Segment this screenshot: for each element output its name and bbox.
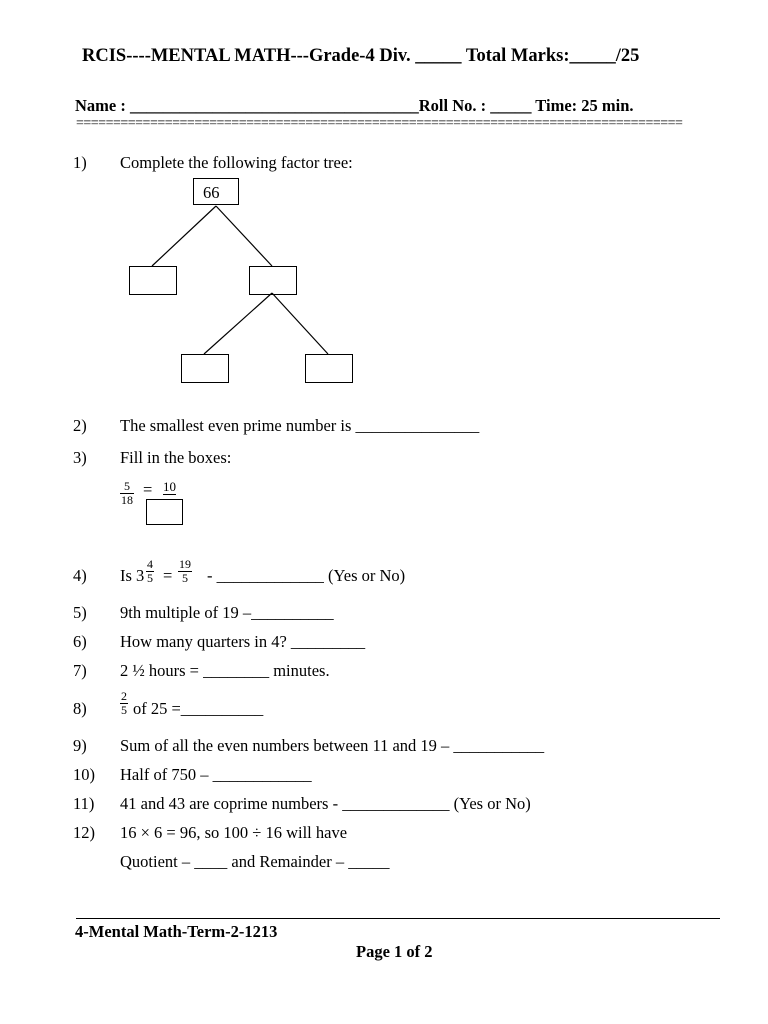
fraction-denominator: 18 <box>121 493 133 507</box>
factor-tree-lines <box>0 0 768 400</box>
question-text-continued: Quotient – ____ and Remainder – _____ <box>120 852 390 871</box>
question-number: 7) <box>73 661 87 680</box>
improper-fraction <box>178 558 192 585</box>
fraction-numerator: 2 <box>121 689 127 703</box>
fraction-right-numerator: 10 <box>163 479 176 494</box>
worksheet-title: RCIS----MENTAL MATH---Grade-4 Div. _____ Total Marks:_____/25 <box>82 46 640 66</box>
fraction-numerator: 5 <box>120 480 134 494</box>
footer-divider <box>76 918 720 919</box>
equals-sign: = <box>143 480 153 499</box>
fraction-denominator: 5 <box>121 703 127 717</box>
question-text: Sum of all the even numbers between 11 and 19 – ___________ <box>120 736 545 755</box>
question-number: 2) <box>73 416 87 435</box>
question-number: 1) <box>73 153 87 172</box>
question-text: Complete the following factor tree: <box>120 153 353 172</box>
footer-code: 4-Mental Math-Term-2-1213 <box>75 922 278 941</box>
fraction-numerator: 4 <box>147 557 153 571</box>
question-text: 41 and 43 are coprime numbers - _____________ (Yes or No) <box>120 794 531 813</box>
question-number: 3) <box>73 448 87 467</box>
fraction-numerator: 19 <box>179 557 191 571</box>
factor-tree-answer-box-left[interactable] <box>129 266 177 295</box>
fraction-denominator: 5 <box>182 571 188 585</box>
question-number: 6) <box>73 632 87 651</box>
tree-branch-right-left <box>204 293 272 354</box>
question-text: How many quarters in 4? _________ <box>120 632 366 651</box>
tree-branch-left <box>152 206 216 266</box>
tree-branch-right-right <box>272 293 328 354</box>
factor-tree-answer-box-right[interactable] <box>249 266 297 295</box>
question-number: 8) <box>73 699 87 718</box>
fraction-denominator-answer-box[interactable] <box>146 499 183 525</box>
factor-tree-answer-box-bottom-right[interactable] <box>305 354 353 383</box>
question-text: Half of 750 – ____________ <box>120 765 312 784</box>
mixed-fraction <box>146 558 154 585</box>
question-text: Fill in the boxes: <box>120 448 232 467</box>
fraction-equation <box>120 480 134 507</box>
factor-tree-answer-box-bottom-left[interactable] <box>181 354 229 383</box>
factor-tree-root-box <box>193 178 239 205</box>
question-number: 12) <box>73 823 95 842</box>
question-text: of 25 =__________ <box>133 699 264 718</box>
header-separator: ================================================================================== <box>76 116 683 131</box>
question-number: 11) <box>73 794 95 813</box>
question-number: 5) <box>73 603 87 622</box>
question-prefix: Is 3 <box>120 566 145 585</box>
question-text: The smallest even prime number is _______________ <box>120 416 480 435</box>
fraction-two-fifths <box>120 690 128 717</box>
question-text: 2 ½ hours = ________ minutes. <box>120 661 330 680</box>
fraction-denominator: 5 <box>147 571 153 585</box>
tree-branch-right <box>216 206 272 266</box>
question-text: 9th multiple of 19 –__________ <box>120 603 334 622</box>
question-text: 16 × 6 = 96, so 100 ÷ 16 will have <box>120 823 348 842</box>
question-number: 4) <box>73 566 87 585</box>
factor-tree-root-value: 66 <box>203 183 220 202</box>
question-number: 10) <box>73 765 95 784</box>
question-suffix: - _____________ (Yes or No) <box>207 566 406 585</box>
page-number: Page 1 of 2 <box>356 942 433 961</box>
name-roll-time-line: Name : ___________________________________Roll No. : _____ Time: 25 min. <box>75 96 634 115</box>
equals-sign: = <box>163 566 173 585</box>
fraction-left <box>120 480 134 507</box>
question-number: 9) <box>73 736 87 755</box>
